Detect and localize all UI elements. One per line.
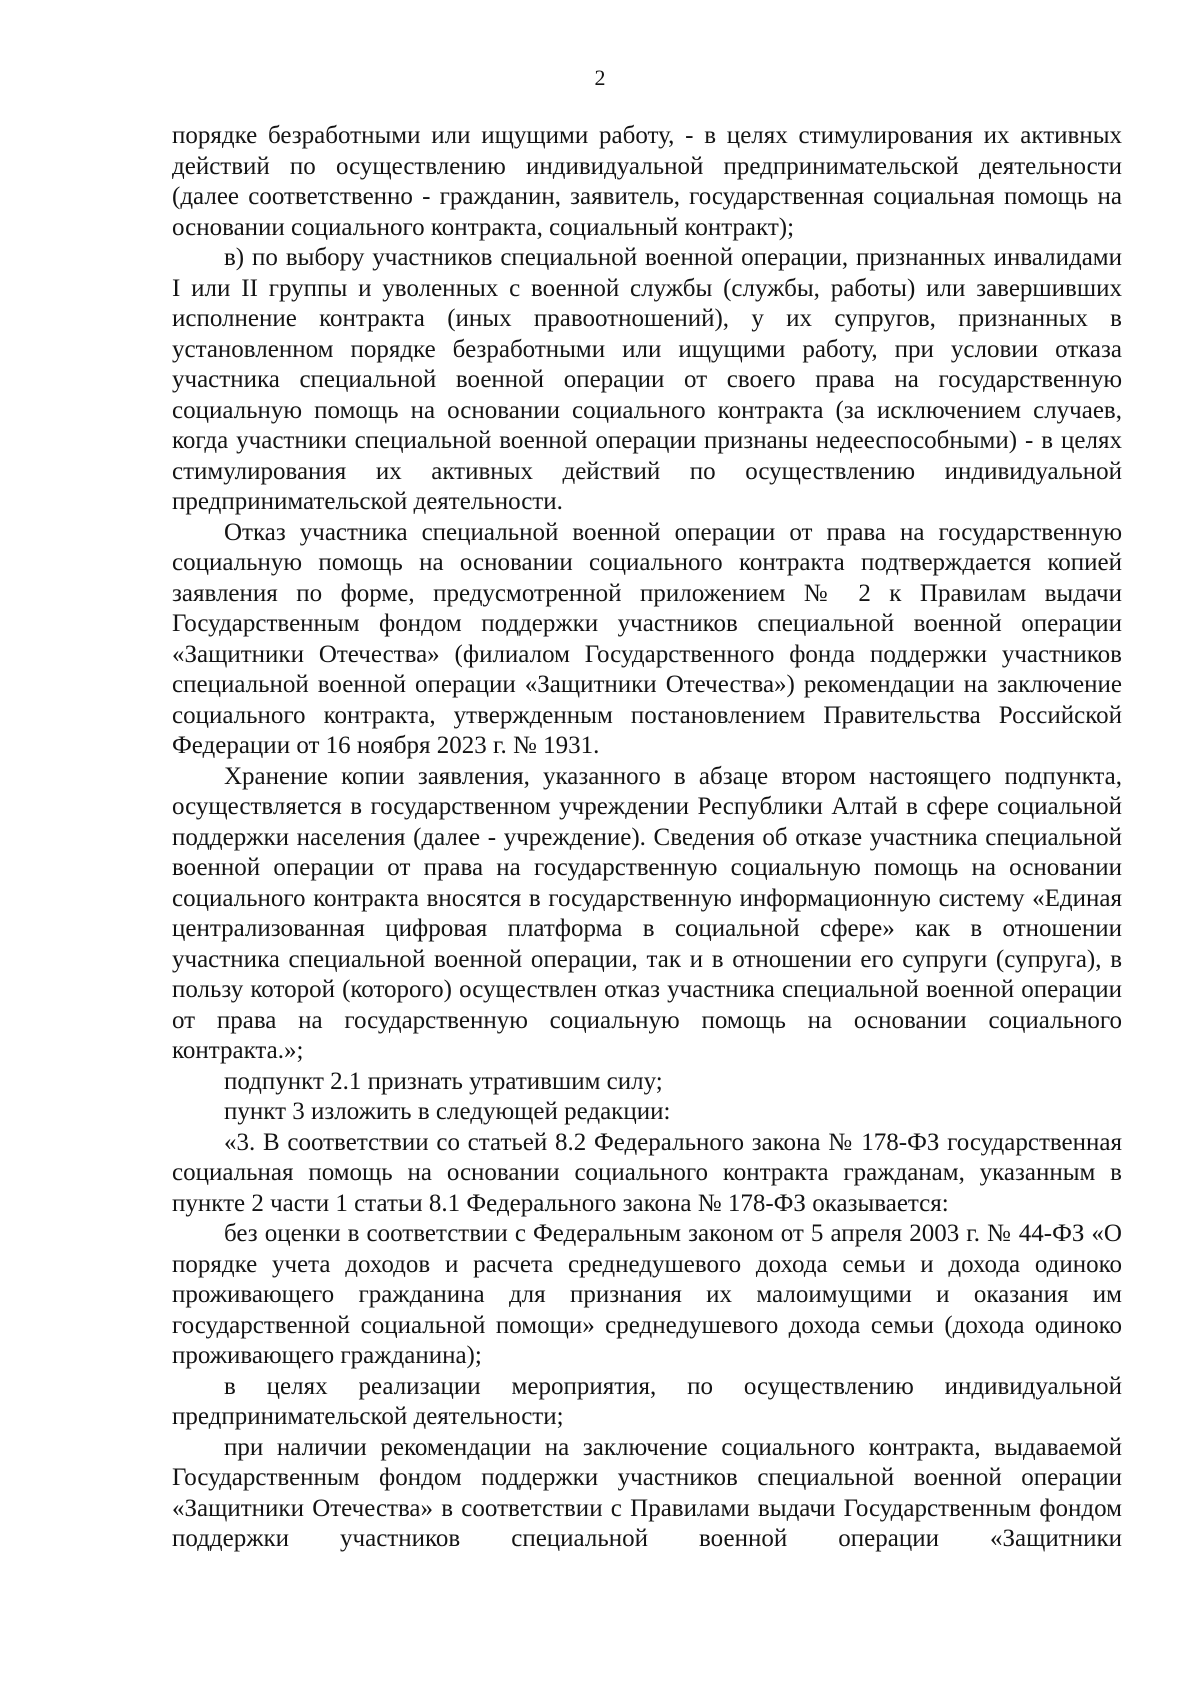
paragraph-storage-of-copy: Хранение копии заявления, указанного в абзаце втором настоящего подпункта, осуществляется в государственном учреждении Республики Алтай в сфере социальной поддержки населения (далее - учреждение). Сведения об отказе участника специальной военной операции от права на государственную социальную помощь на основании социального контракта вносятся в государственную информационную систему «Единая централизованная цифровая платформа в социальной сфере» как в отношении участника специальной военной операции, так и в отношении его супруги (супруга), в пользу которой (которого) осуществлен отказ участника специальной военной операции от права на государственную социальную помощь на основании социального контракта.»;: [172, 762, 1122, 1064]
paragraph-subitem-2-1: подпункт 2.1 признать утратившим силу;: [224, 1067, 663, 1095]
page-number: 2: [594, 65, 606, 90]
paragraph-continuation: порядке безработными или ищущими работу, - в целях стимулирования их активных действий по осуществлению индивидуальной предпринимательской деятельности (далее соответственно - гражданин, заявитель, государственная социальная помощь на основании социального контракта, социальный контракт);: [172, 122, 1122, 241]
paragraph-item-3-intro: пункт 3 изложить в следующей редакции:: [224, 1098, 671, 1125]
paragraph-without-assessment: без оценки в соответствии с Федеральным законом от 5 апреля 2003 г. № 44-ФЗ «О порядке учета доходов и расчета среднедушевого дохода семьи и дохода одиноко проживающего гражданина для признания их малоимущими и оказания им государственной социальной помощи» среднедушевого дохода семьи (дохода одиноко проживающего гражданина);: [172, 1220, 1122, 1369]
paragraph-subitem-v: в) по выбору участников специальной военной операции, признанных инвалидами I или II группы и уволенных с военной службы (службы, работы) или завершивших исполнение контракта (иных правоотношений), у их супругов, признанных в установленном порядке безработными или ищущими работу, при условии отказа участника специальной военной операции от своего права на государственную социальную помощь на основании социального контракта (за исключением случаев, когда участники специальной военной операции признаны недееспособными) - в целях стимулирования их активных действий по осуществлению индивидуальной предпринимательской деятельности.: [172, 244, 1122, 515]
paragraph-entrepreneurship-purpose: в целях реализации мероприятия, по осуществлению индивидуальной предпринимательской деятельности;: [172, 1372, 1122, 1430]
document-body: [172, 121, 1122, 1555]
paragraph-item-3: «3. В соответствии со статьей 8.2 Федерального закона № 178-ФЗ государственная социальная помощь на основании социального контракта гражданам, указанным в пункте 2 части 1 статьи 8.1 Федерального закона № 178-ФЗ оказывается:: [172, 1128, 1122, 1217]
paragraph-refusal-confirmation: Отказ участника специальной военной операции от права на государственную социальную помощь на основании социального контракта подтверждается копией заявления по форме, предусмотренной приложением № 2 к Правилам выдачи Государственным фондом поддержки участников специальной военной операции «Защитники Отечества» (филиалом Государственного фонда поддержки участников специальной военной операции «Защитники Отечества») рекомендации на заключение социального контракта, утвержденным постановлением Правительства Российской Федерации от 16 ноября 2023 г. № 1931.: [172, 518, 1122, 759]
paragraph-recommendation: при наличии рекомендации на заключение социального контракта, выдаваемой Государственным фондом поддержки участников специальной военной операции «Защитники Отечества» в соответствии с Правилами выдачи Государственным фондом поддержки участников специальной военной операции «Защитники: [172, 1433, 1122, 1552]
